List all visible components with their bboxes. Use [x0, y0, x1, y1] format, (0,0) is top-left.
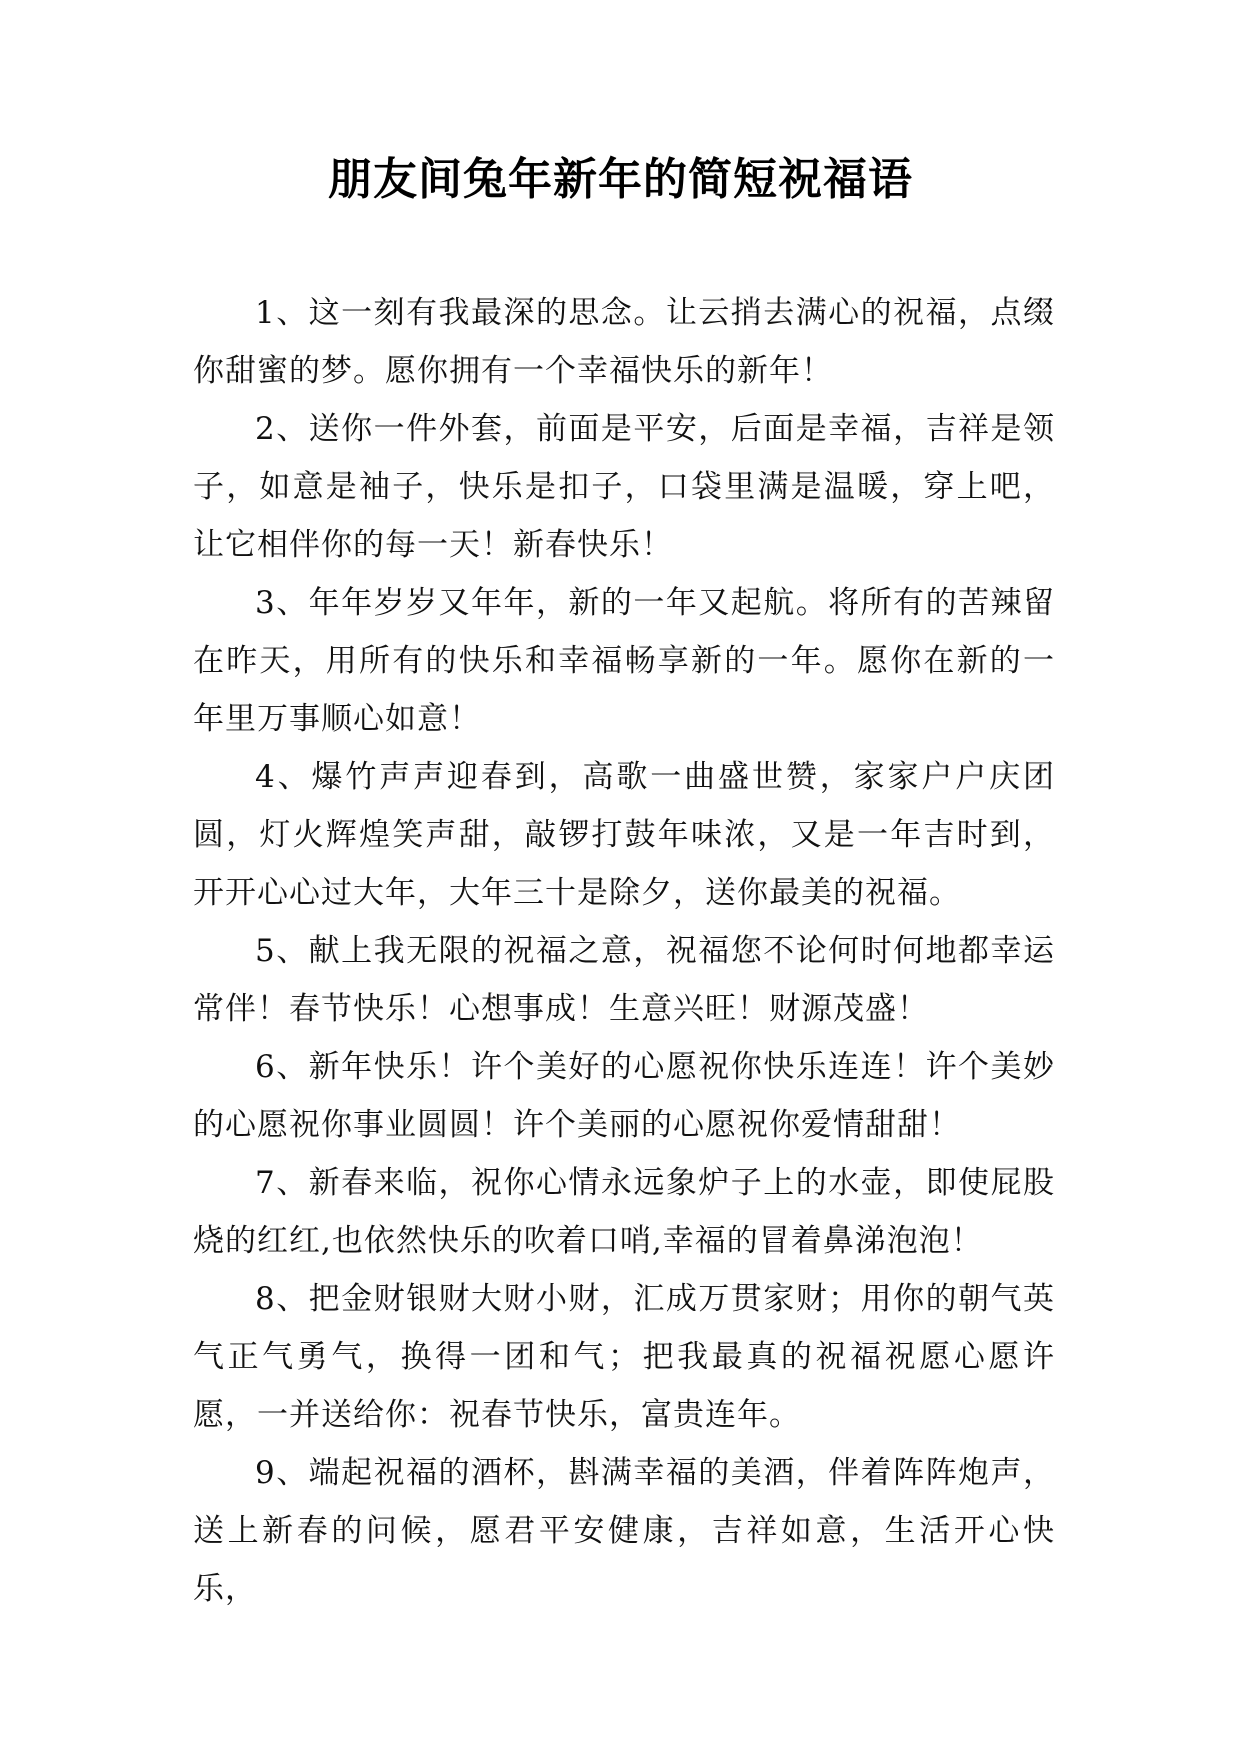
paragraph-8: 8、把金财银财大财小财，汇成万贯家财；用你的朝气英气正气勇气，换得一团和气；把我最真的祝福祝愿心愿许愿，一并送给你：祝春节快乐，富贵连年。: [193, 1281, 1055, 1433]
document-body: [193, 284, 1055, 1618]
paragraph-7: 7、新春来临，祝你心情永远象炉子上的水壶，即使屁股烧的红红,也依然快乐的吹着口哨,幸福的冒着鼻涕泡泡！: [193, 1165, 1055, 1259]
page-title: 朋友间兔年新年的简短祝福语: [328, 154, 913, 205]
paragraph-3: 3、年年岁岁又年年，新的一年又起航。将所有的苦辣留在昨天，用所有的快乐和幸福畅享新的一年。愿你在新的一年里万事顺心如意！: [193, 585, 1055, 737]
paragraph-2: 2、送你一件外套，前面是平安，后面是幸福，吉祥是领子，如意是袖子，快乐是扣子，口袋里满是温暖，穿上吧，让它相伴你的每一天！新春快乐！: [193, 411, 1055, 563]
paragraph-5: 5、献上我无限的祝福之意，祝福您不论何时何地都幸运常伴！春节快乐！心想事成！生意兴旺！财源茂盛！: [193, 933, 1055, 1027]
paragraph-9: 9、端起祝福的酒杯，斟满幸福的美酒，伴着阵阵炮声，送上新春的问候，愿君平安健康，吉祥如意，生活开心快乐，: [193, 1455, 1055, 1607]
paragraph-1: 1、这一刻有我最深的思念。让云捎去满心的祝福，点缀你甜蜜的梦。愿你拥有一个幸福快乐的新年！: [193, 295, 1055, 389]
paragraph-6: 6、新年快乐！许个美好的心愿祝你快乐连连！许个美妙的心愿祝你事业圆圆！许个美丽的心愿祝你爱情甜甜！: [193, 1049, 1055, 1143]
paragraph-4: 4、爆竹声声迎春到，高歌一曲盛世赞，家家户户庆团圆，灯火辉煌笑声甜，敲锣打鼓年味浓，又是一年吉时到，开开心心过大年，大年三十是除夕，送你最美的祝福。: [193, 759, 1055, 911]
